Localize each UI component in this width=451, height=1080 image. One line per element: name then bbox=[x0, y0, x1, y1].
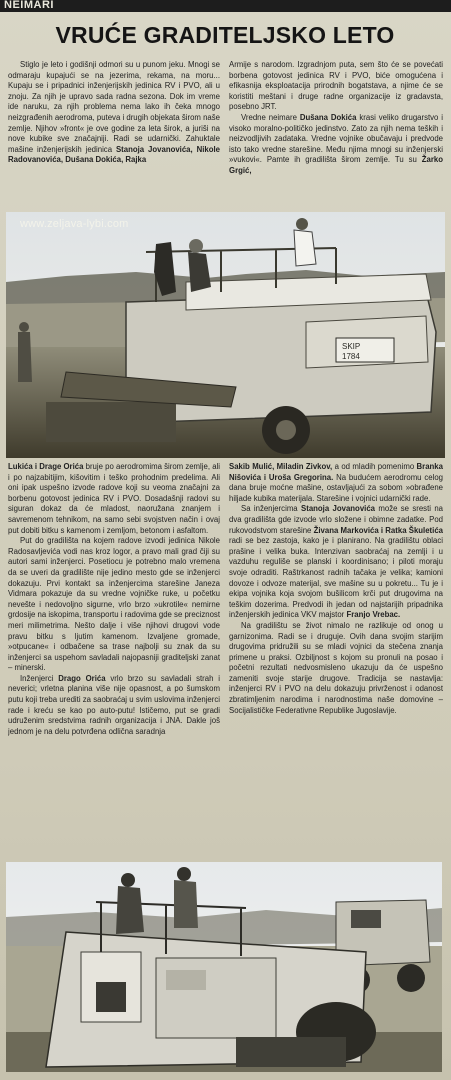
watermark-url: www.zeljava-lybi.com bbox=[20, 218, 129, 230]
paragraph: Sa inženjercima Stanoja Jovanovića može se sresti na dva gradilišta gde izvode vrlo složene i obimne zadatke. Pod rukovodstvom starešine Živana Markovića i Ratka Škuletića radi se bez zastoja, kako je i planirano. Na gradilištu oblaci prašine i velika buka. Intenzivan saobraćaj na zemlji i u vazduhu reguliše se planski i koordinisano; i piloti moraju svoje odraditi. Raštrkanost radnih tačaka je velika; kamioni dovoze i odvoze materijal, sve mašine su u pokretu... Tu je i ekipa vojnika koja svojom bušilicom krči put drugovima na teškim dozerima. Predvodi ih jedan od najstarijih pripadnika inženjerskih jedinica VKV majstor Franjo Vrebac. bbox=[229, 504, 443, 620]
paragraph: Vredne neimare Dušana Dokića krasi veliko drugarstvo i visoko moralno-političko jedinstvo. Zato za njih nema teških i neizvodljivih zadataka. Vredne vojnike obučavaju i predvode isto tako vredne starešine. Među njima mnogi su inženjerski »vukovi«. Pamte ih gradilišta širom zemlje. Tu su Žarko Grgić, bbox=[229, 112, 443, 175]
bottom-left-column bbox=[8, 462, 220, 862]
top-right-column bbox=[229, 60, 443, 210]
intro-paragraph: Stiglo je leto i godišnji odmori su u punom jeku. Mnogi se odmaraju kupajući se na jezerima, rekama, na moru... Kupaju se i pripadnici inženjerijskih jedinica RV i PVO, ali u znoju. Za njih je upravo sada radna sezona. Dok im vreme ide naruku, za njih problema nema lako ih čeka mnogo neizgrađenih aerodroma, puteva i drugih objekata širom naše zemlje. Njihov »front« je ove godine za leta širok, a juriši na nove kubike sve značajniji. Radi se udarnički. Zahuktale mašine inženjerijskih jedinica Stanoja Jovanovića, Nikole Radovanovića, Dušana Dokića, Rajka bbox=[8, 60, 220, 165]
paragraph: Na gradilištu se život nimalo ne razlikuje od onog u garnizonima. Radi se i druguje. Ovih dana svojim starijim drugovima pridružili su se mladi vojnici da stečena znanja primene u praksi. Ozbiljnost s kojom su pronuli na posao i početni rezultati nedvosmisleno ukazuju da će uspešno zameniti svoje starije drugove. Tradicija se nastavlja: inženjerci RV i PVO na delu dokazuju privrženost i odanost zbratimljenim narodima i narodnostima naše domovine – Socijalističke Federativne Republike Jugoslavije. bbox=[229, 620, 443, 715]
section-bar bbox=[0, 0, 451, 12]
photo-road-machine bbox=[6, 212, 445, 458]
top-left-column bbox=[8, 60, 220, 210]
machine-plate-text: SKIP bbox=[342, 342, 361, 351]
article-title: VRUĆE GRADITELJSKO LETO bbox=[55, 22, 395, 48]
section-label: NEIMARI bbox=[4, 0, 54, 11]
paragraph: Armije s narodom. Izgradnjom puta, sem što će se povećati borbena gotovost jedinica RV i PVO, biće omogućena i efikasnija eksploatacija prirodnih bogatstava, a njime će se koristiti meštani i druge radne organizacije iz gradavsta, posebno JRT. bbox=[229, 60, 443, 112]
photo-road-machine-image bbox=[6, 212, 445, 458]
photo-roller-machine bbox=[6, 862, 442, 1072]
bottom-right-column bbox=[229, 462, 443, 892]
machine-plate-number: 1784 bbox=[342, 352, 360, 361]
photo-roller-machine-image bbox=[6, 862, 442, 1072]
paragraph: Inženjerci Drago Orića vrlo brzo su savladali strah i neverici; vrletna planina više nije opasnost, a po šumskom putu koji treba urediti za saobraćaj u svim uslovima inženjerci rade i kreću se kao po auto-putu! Ističemo, put se gradi udruženim sredstvima radnih organizacija i JNA. Dakle još jednom je na delu potvrđena odlična saradnja bbox=[8, 673, 220, 736]
paragraph: Sakib Mulić, Miladin Zivkov, a od mladih pomenimo Branka Nišovića i Uroša Gregorina. Na budućem aerodromu celog dana bruje moćne mašine, ostavljajući za sobom »obrađene hiljade kubika materijala. Starešine i vojnici udarnički rade. bbox=[229, 462, 443, 503]
paragraph: Put do gradilišta na kojem radove izvodi jedinica Nikole Radosavljevića vodi nas kroz logor, a pravo mali grad čiji su autori sami inženjerci. Posetiocu je potrebno malo vremena da se uveri da gradilište nije jedino mesto gde se inženjerci dokazuju. Prvi kontakt sa inženjercima starešine Janeza Vidmara pokazuje da su vredne vojničke ruke, u početku nevešte i nedovoljno sigurne, vrlo brzo »ukrotile« nemirne grdosije na iskopima, transportu i radovima gde se preciznost meri milimetrima. Nešto dalje i više njihovi drugovi vode pravu bitku s ljutim kamenom. Izvaljene gromade, »otpucane« i odbačene sa trase najbolji su znak da su inženjerci sa uspehom savladali najopasniji graditeljski zanat – minerski. bbox=[8, 536, 220, 673]
paragraph: Lukića i Drage Orića bruje po aerodromima širom zemlje, ali i po najzabitijim, kišovitim i teško prohodnim predelima. Ali oni ipak uspešno izvode radove koji su veoma značajni za borbenu gotovost jedinica RV i PVO. Dosadašnji radovi su siguran dokaz da će mladost, naoružana znanjem i savremenom tehnikom, na samo sebi svojstven način i ovaj put dobiti bitku s kamenom i zemljom, betonom i asfaltom. bbox=[8, 462, 220, 535]
